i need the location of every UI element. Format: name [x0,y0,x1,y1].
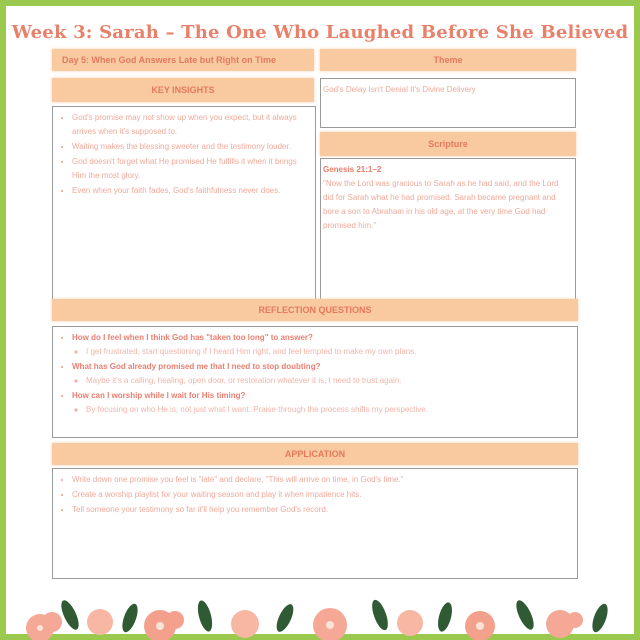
application-item: • Tell someone your testimony so far it'll help you remember God's record. [72,503,572,517]
reflection-header: REFLECTION QUESTIONS [52,299,578,321]
page-title: Week 3: Sarah – The One Who Laughed Before She Believed [11,22,629,43]
scripture-reference: Genesis 21:1–2 [323,165,382,174]
reflection-box [52,326,578,438]
key-insights-header: KEY INSIGHTS [52,78,314,102]
reflection-question: • How can I worship while I wait for His timing? ◦ By focusing on who He is, not just what I want. Praise through the process shifts my perspective. [72,389,572,417]
application-item: • Write down one promise you feel is "late" and declare, "This will arrive on time, in God's time." [72,473,572,487]
flowers [26,608,583,640]
reflection-question: • How do I feel when I think God has "taken too long" to answer? ◦ I get frustrated, start questioning if I heard Him right, and feel tempted to make my own plans. [72,331,572,359]
key-insight-item: • God's promise may not show up when you expect, but it always arrives when it's supposed to. [72,111,310,139]
scripture-header: Scripture [320,132,576,156]
theme-text: God's Delay Isn't Denial It's Divine Delivery [323,85,476,94]
day-label: Day 5: When God Answers Late but Right on Time [52,49,314,71]
application-list [58,473,572,517]
application-item: • Create a worship playlist for your waiting season and play it when impatience hits. [72,488,572,502]
reflection-answer: ◦ Maybe it's a calling, healing, open door, or restoration whatever it is, I need to trust again. [86,374,572,388]
key-insight-item: • Waiting makes the blessing sweeter and the testimony louder. [72,140,310,154]
key-insights-list [58,111,310,198]
application-header: APPLICATION [52,443,578,465]
scripture-text: "Now the Lord was gracious to Sarah as he had said, and the Lord did for Sarah what he had promised. Sarah became pregnant and bore a son to Abraham in his old age, at the very time God had promised him." [323,179,559,230]
reflection-question: • What has God already promised me that I need to stop doubting? ◦ Maybe it's a calling, healing, open door, or restoration whatever it is, I need to trust again. [72,360,572,388]
reflection-answer: ◦ By focusing on who He is, not just what I want. Praise through the process shifts my perspective. [86,403,572,417]
worksheet-page [6,6,634,634]
theme-header: Theme [320,49,576,71]
reflection-list [58,331,572,417]
key-insight-item: • Even when your faith fades, God's faithfulness never does. [72,184,310,198]
application-box [52,468,578,579]
reflection-answer: ◦ I get frustrated, start questioning if I heard Him right, and feel tempted to make my own plans. [86,345,572,359]
scripture-box [320,158,576,301]
flower-border-decoration [0,580,640,640]
key-insights-box [52,106,316,301]
theme-box [320,78,576,128]
key-insight-item: • God doesn't forget what He promised He fulfills it when it brings Him the most glory. [72,155,310,183]
